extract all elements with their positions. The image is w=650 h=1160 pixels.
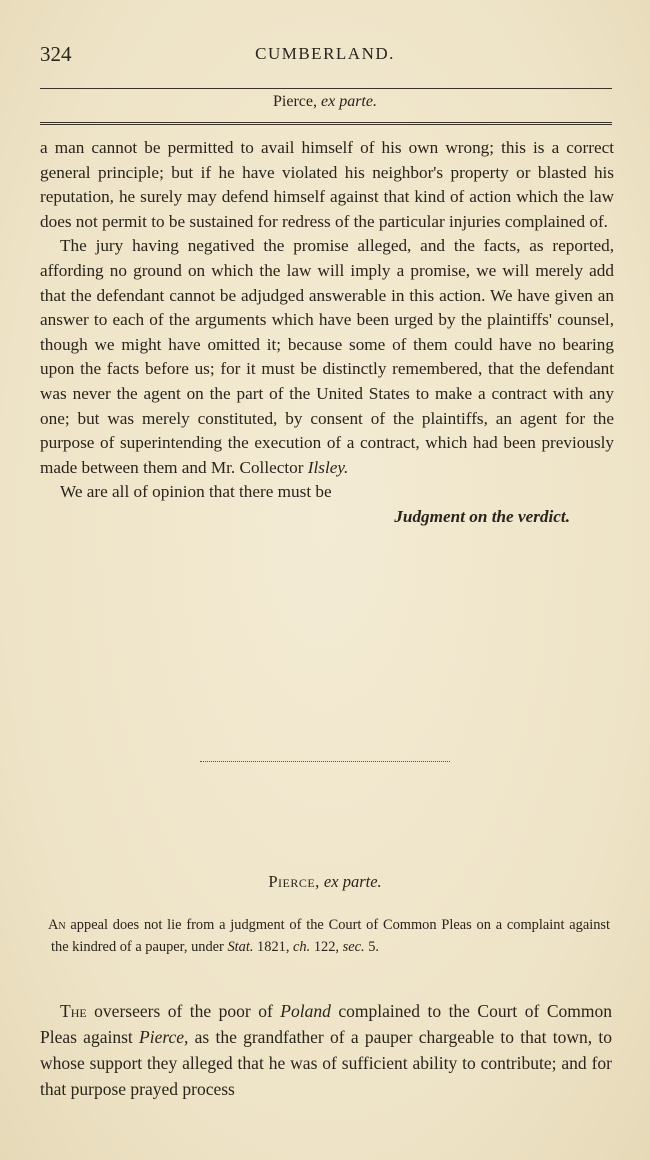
case-opening [40, 998, 612, 1102]
headnote-text-3: 122, [310, 939, 343, 955]
case-tag [0, 93, 650, 111]
paragraph-2-text: The jury having negatived the promise alleged, and the facts, as reported, affording no ground on which the law will imply a promise, we will merely add that the defendant cannot be adjudged answerable in this action. We have given an answer to each of the arguments which have been urged by the plaintiffs' counsel, though we might have omitted it; because some of them could have no bearing upon the facts before us; for it must be distinctly remembered, that the defendant was never the agent on the part of the United States to make a contract with any one; but was merely constituted, by consent of the plaintiffs, an agent for the purpose of superintending the execution of a contract, which had been previously made between them and Mr. Collector [40, 236, 614, 477]
header-rule-bottom [40, 122, 612, 125]
headnote-text-4: 5. [364, 939, 379, 955]
case-title-name: Pierce, [268, 872, 320, 891]
page-header [40, 40, 610, 70]
case-tag-name: Pierce, [273, 93, 317, 110]
case-title-italic: ex parte. [323, 872, 382, 891]
page-number: 324 [40, 42, 72, 66]
opening-lead: The [60, 1001, 87, 1021]
paragraph-3: We are all of opinion that there must be [60, 482, 332, 502]
headnote [48, 914, 610, 958]
headnote-stat: Stat. [227, 939, 254, 955]
judgment-line: Judgment on the verdict. [394, 506, 570, 526]
headnote-text-2: 1821, [253, 939, 294, 955]
opening-text-3: as the grandfather of a pauper chargeable to that town, to whose support they alleged that he was of sufficient ability to contribute; and for that purpose prayed process [40, 1027, 612, 1099]
case-tag-italic: ex parte. [321, 93, 377, 110]
opening-text-2: complained to the Court of Common Pleas against [40, 1001, 612, 1047]
headnote-lead: An [48, 917, 66, 933]
paragraph-2 [40, 234, 614, 480]
town-name: Poland [280, 1001, 331, 1021]
opinion-text [40, 136, 614, 530]
case-separator [200, 761, 450, 762]
paragraph-1: a man cannot be permitted to avail himself of his own wrong; this is a correct general principle; but if he have violated his neighbor's property or blasted his reputation, he surely may defend himself against that kind of action which the law does not permit to be sustained for redress of the particular injuries complained of. [40, 138, 614, 231]
opening-paragraph [40, 998, 612, 1102]
party-name: Pierce, [139, 1027, 189, 1047]
headnote-text-1: appeal does not lie from a judgment of the Court of Common Pleas on a complaint against the kindred of a pauper, under [51, 917, 610, 955]
case-title [0, 872, 650, 892]
headnote-sec: sec. [342, 939, 365, 955]
running-title: CUMBERLAND. [255, 44, 395, 63]
opening-text-1: overseers of the poor of [86, 1001, 281, 1021]
headnote-ch: ch. [293, 939, 311, 955]
header-rule-top [40, 88, 612, 89]
headnote-paragraph [48, 914, 610, 958]
collector-name: Ilsley. [307, 457, 349, 477]
